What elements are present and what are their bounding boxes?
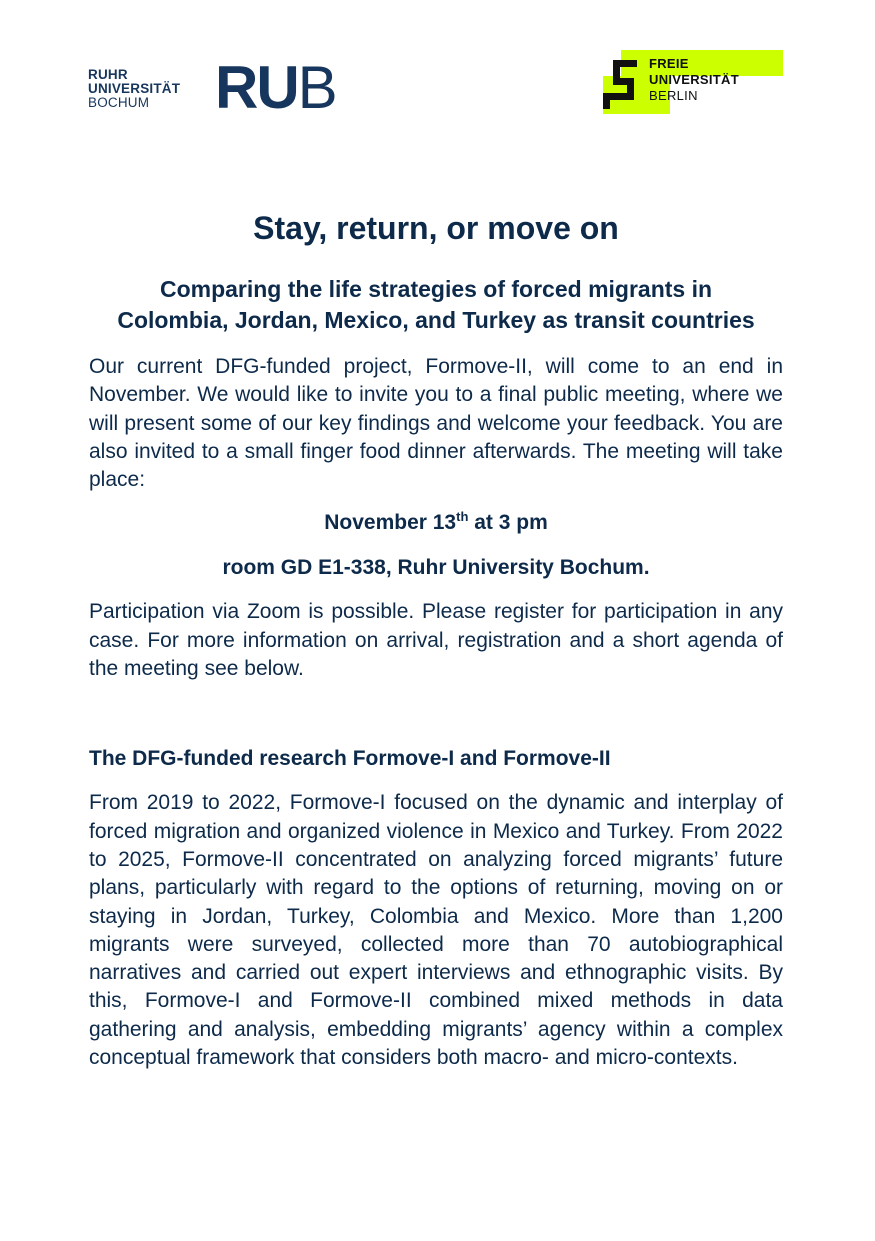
meeting-date-suffix: at 3 pm (468, 511, 548, 535)
fu-logo-line3: BERLIN (649, 88, 698, 103)
rub-logo-mark-b: B (297, 54, 336, 121)
rub-logo-wordmark (88, 68, 180, 110)
rub-logo-line3: BOCHUM (88, 95, 150, 110)
rub-logo-mark-ru: RU (215, 54, 298, 121)
fu-logo-line2: UNIVERSITÄT (649, 72, 739, 87)
participation-paragraph: Participation via Zoom is possible. Please register for participation in any case. For more information on arrival, registration and a short agenda of the meeting see below. (89, 600, 783, 681)
subtitle-line-1: Comparing the life strategies of forced migrants in (159, 276, 713, 302)
document-subtitle (89, 274, 783, 336)
research-paragraph: From 2019 to 2022, Formove-I focused on the dynamic and interplay of forced migration and organized violence in Mexico and Turkey. From 2022 to 2025, Formove-II concentrated on analyzing forced migrants’ future plans, particularly with regard to the options of returning, moving on or staying in Jordan, Turkey, Colombia and Mexico. More than 1,200 migrants were surveyed, collected more than 70 autobiographical narratives and carried out expert interviews and ethnographic visits. By this, Formove-I and Formove-II combined mixed methods in data gathering and analysis, embedding migrants’ agency within a complex conceptual framework that considers both macro- and micro-contexts. (89, 791, 783, 1070)
fu-logo-mark-icon (603, 58, 643, 110)
fu-berlin-logo (603, 50, 783, 114)
fu-logo-line1: FREIE (649, 56, 689, 71)
fu-logo-wordmark (649, 56, 739, 104)
section-heading: The DFG-funded research Formove-I and Formove-II (89, 747, 611, 771)
intro-paragraph: Our current DFG-funded project, Formove-II, will come to an end in November. We would like to invite you to a final public meeting, where we will present some of our key findings and welcome your feedback. You are also invited to a small finger food dinner afterwards. The meeting will take place: (89, 355, 783, 492)
meeting-date-ordinal: th (456, 509, 469, 525)
meeting-date-prefix: November 13 (324, 511, 457, 535)
rub-logo-mark (215, 54, 336, 121)
subtitle-line-2: Colombia, Jordan, Mexico, and Turkey as transit countries (117, 307, 755, 333)
rub-logo-line2: UNIVERSITÄT (88, 81, 181, 96)
meeting-date (89, 509, 783, 537)
meeting-room: room GD E1-338, Ruhr University Bochum. (222, 556, 650, 580)
rub-logo-line1: RUHR (88, 67, 128, 82)
document-body (89, 208, 783, 1072)
document-title: Stay, return, or move on (253, 210, 619, 246)
